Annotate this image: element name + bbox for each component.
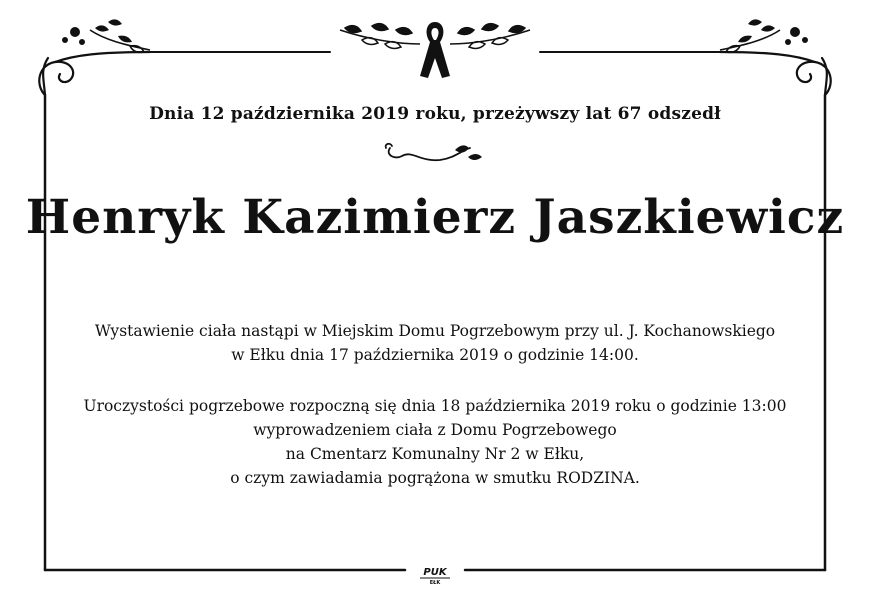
flourish-icon-left [39,52,150,95]
viewing-line: Wystawienie ciała nastąpi w Miejskim Domu Pogrzebowym przy ul. J. Kochanowskiego [94,322,776,340]
viewing-line: w Ełku dnia 17 października 2019 o godzinie 14:00. [231,346,639,364]
laurel-branch-icon-left [62,19,144,52]
ceremony-paragraph [0,394,870,490]
divider-flourish-icon [386,144,470,160]
ceremony-line: na Cmentarz Komunalny Nr 2 w Ełku, [285,445,585,463]
deceased-name: Henryk Kazimierz Jaszkiewicz [25,190,845,245]
laurel-branch-icon-right [726,19,808,52]
logo-text: PUK [423,567,447,578]
ceremony-line: o czym zawiadamia pogrążona w smutku RODZINA. [230,469,640,487]
puk-logo [414,564,456,586]
viewing-paragraph [0,319,870,367]
ceremony-line: wyprowadzeniem ciała z Domu Pogrzebowego [253,421,617,439]
mourning-ribbon-icon [420,22,450,78]
flourish-icon-right [720,52,831,95]
logo-subtext: EŁK [429,580,441,586]
date-line: Dnia 12 października 2019 roku, przeżywszy lat 67 odszedł [149,104,721,124]
ceremony-line: Uroczystości pogrzebowe rozpoczną się dnia 18 października 2019 roku o godzinie 13:00 [83,397,787,415]
